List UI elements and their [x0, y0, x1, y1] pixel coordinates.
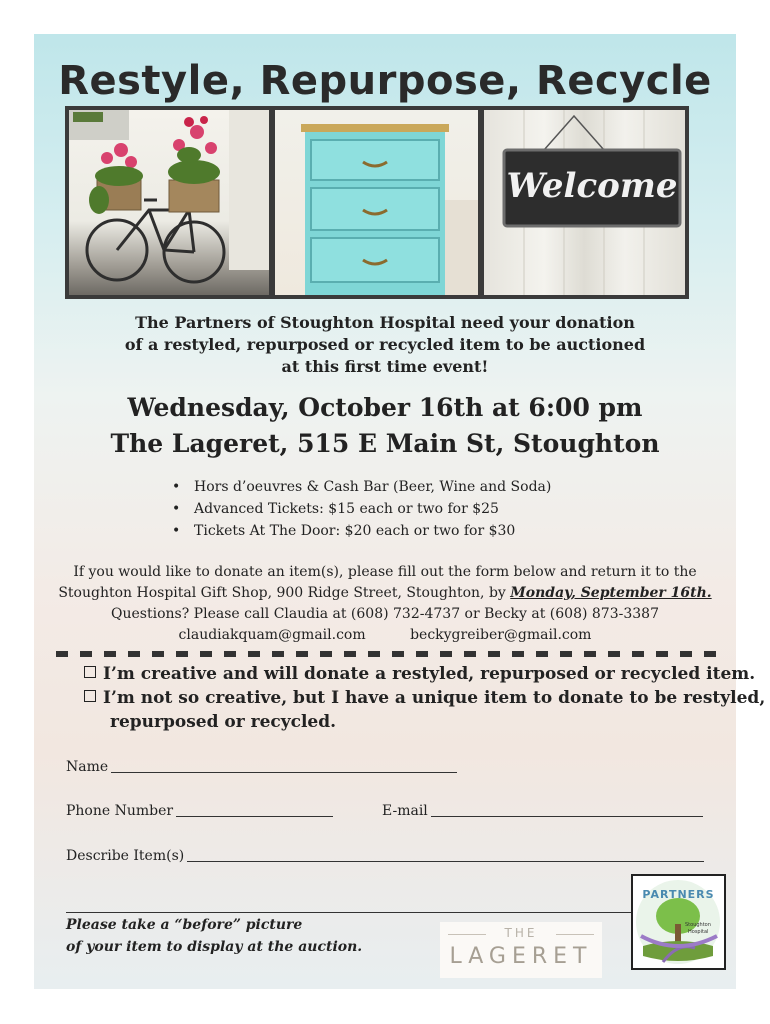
intro-text — [34, 312, 736, 378]
partners-logo-main: PARTNERS — [642, 888, 715, 901]
name-label: Name — [66, 759, 109, 775]
instructions-address: Stoughton Hospital Gift Shop, 900 Ridge Street, Stoughton, by — [58, 585, 511, 601]
photo-strip — [65, 106, 689, 299]
option-label: I’m creative and will donate a restyled, repurposed or recycled item. — [103, 664, 756, 684]
option-not-creative[interactable] — [84, 686, 765, 710]
flyer — [34, 34, 766, 989]
photo-note-line: Please take a “before” picture — [66, 917, 303, 933]
checkbox-icon[interactable] — [84, 690, 96, 702]
photo-note — [66, 914, 362, 958]
partners-logo-sub: Stoughton — [685, 922, 711, 928]
phone-row — [66, 802, 333, 819]
option-label-continued: repurposed or recycled. — [110, 712, 337, 732]
phone-label: Phone Number — [66, 803, 174, 819]
event-headline — [34, 390, 736, 462]
describe-field-extra-line[interactable] — [66, 912, 632, 913]
list-item: • Hors d’oeuvres & Cash Bar (Beer, Wine and Soda) — [172, 476, 551, 498]
partners-logo — [631, 874, 726, 970]
photo-note-line: of your item to display at the auction. — [66, 939, 363, 955]
lageret-logo — [440, 922, 602, 978]
contact-emails — [44, 625, 726, 646]
name-row — [66, 758, 457, 775]
email-field[interactable] — [431, 802, 703, 817]
intro-line: of a restyled, repurposed or recycled item to be auctioned — [124, 335, 646, 354]
cut-line-divider — [56, 651, 726, 657]
dresser-photo — [275, 110, 478, 295]
describe-field[interactable] — [187, 847, 704, 862]
email-row — [382, 802, 703, 819]
name-field[interactable] — [111, 758, 457, 773]
event-venue: The Lageret, 515 E Main St, Stoughton — [110, 429, 660, 458]
instructions-line: If you would like to donate an item(s), please fill out the form below and return it to the — [73, 564, 697, 580]
describe-label: Describe Item(s) — [66, 848, 185, 864]
checkbox-icon[interactable] — [84, 666, 96, 678]
email-label: E-mail — [382, 803, 428, 819]
lageret-logo-small: THE — [504, 926, 538, 940]
event-details-list — [172, 476, 551, 542]
list-item: • Tickets At The Door: $20 each or two for $30 — [172, 520, 551, 542]
option-creative[interactable] — [84, 662, 765, 686]
list-item: • Advanced Tickets: $15 each or two for $25 — [172, 498, 551, 520]
event-date: Wednesday, October 16th at 6:00 pm — [127, 393, 643, 422]
email-link[interactable]: beckygreiber@gmail.com — [410, 627, 592, 643]
describe-row — [66, 847, 704, 864]
flyer-title: Restyle, Repurpose, Recycle — [58, 58, 712, 104]
lageret-logo-main: LAGERET — [449, 944, 593, 969]
contact-phones: Questions? Please call Claudia at (608) 732-4737 or Becky at (608) 873-3387 — [111, 606, 659, 622]
donation-options — [84, 662, 765, 734]
partners-logo-sub: Hospital — [688, 929, 709, 935]
deadline-date: Monday, September 16th. — [510, 585, 712, 601]
welcome-sign-text: Welcome — [506, 166, 678, 206]
instructions-line — [44, 583, 726, 604]
phone-field[interactable] — [176, 802, 333, 817]
option-label: I’m not so creative, but I have a unique item to donate to be restyled, — [103, 688, 766, 708]
donation-instructions — [44, 562, 726, 646]
intro-line: The Partners of Stoughton Hospital need your donation — [135, 313, 635, 332]
welcome-sign-photo — [484, 110, 685, 295]
intro-line: at this first time event! — [281, 357, 489, 376]
email-link[interactable]: claudiakquam@gmail.com — [178, 627, 366, 643]
bicycle-photo — [69, 110, 269, 295]
